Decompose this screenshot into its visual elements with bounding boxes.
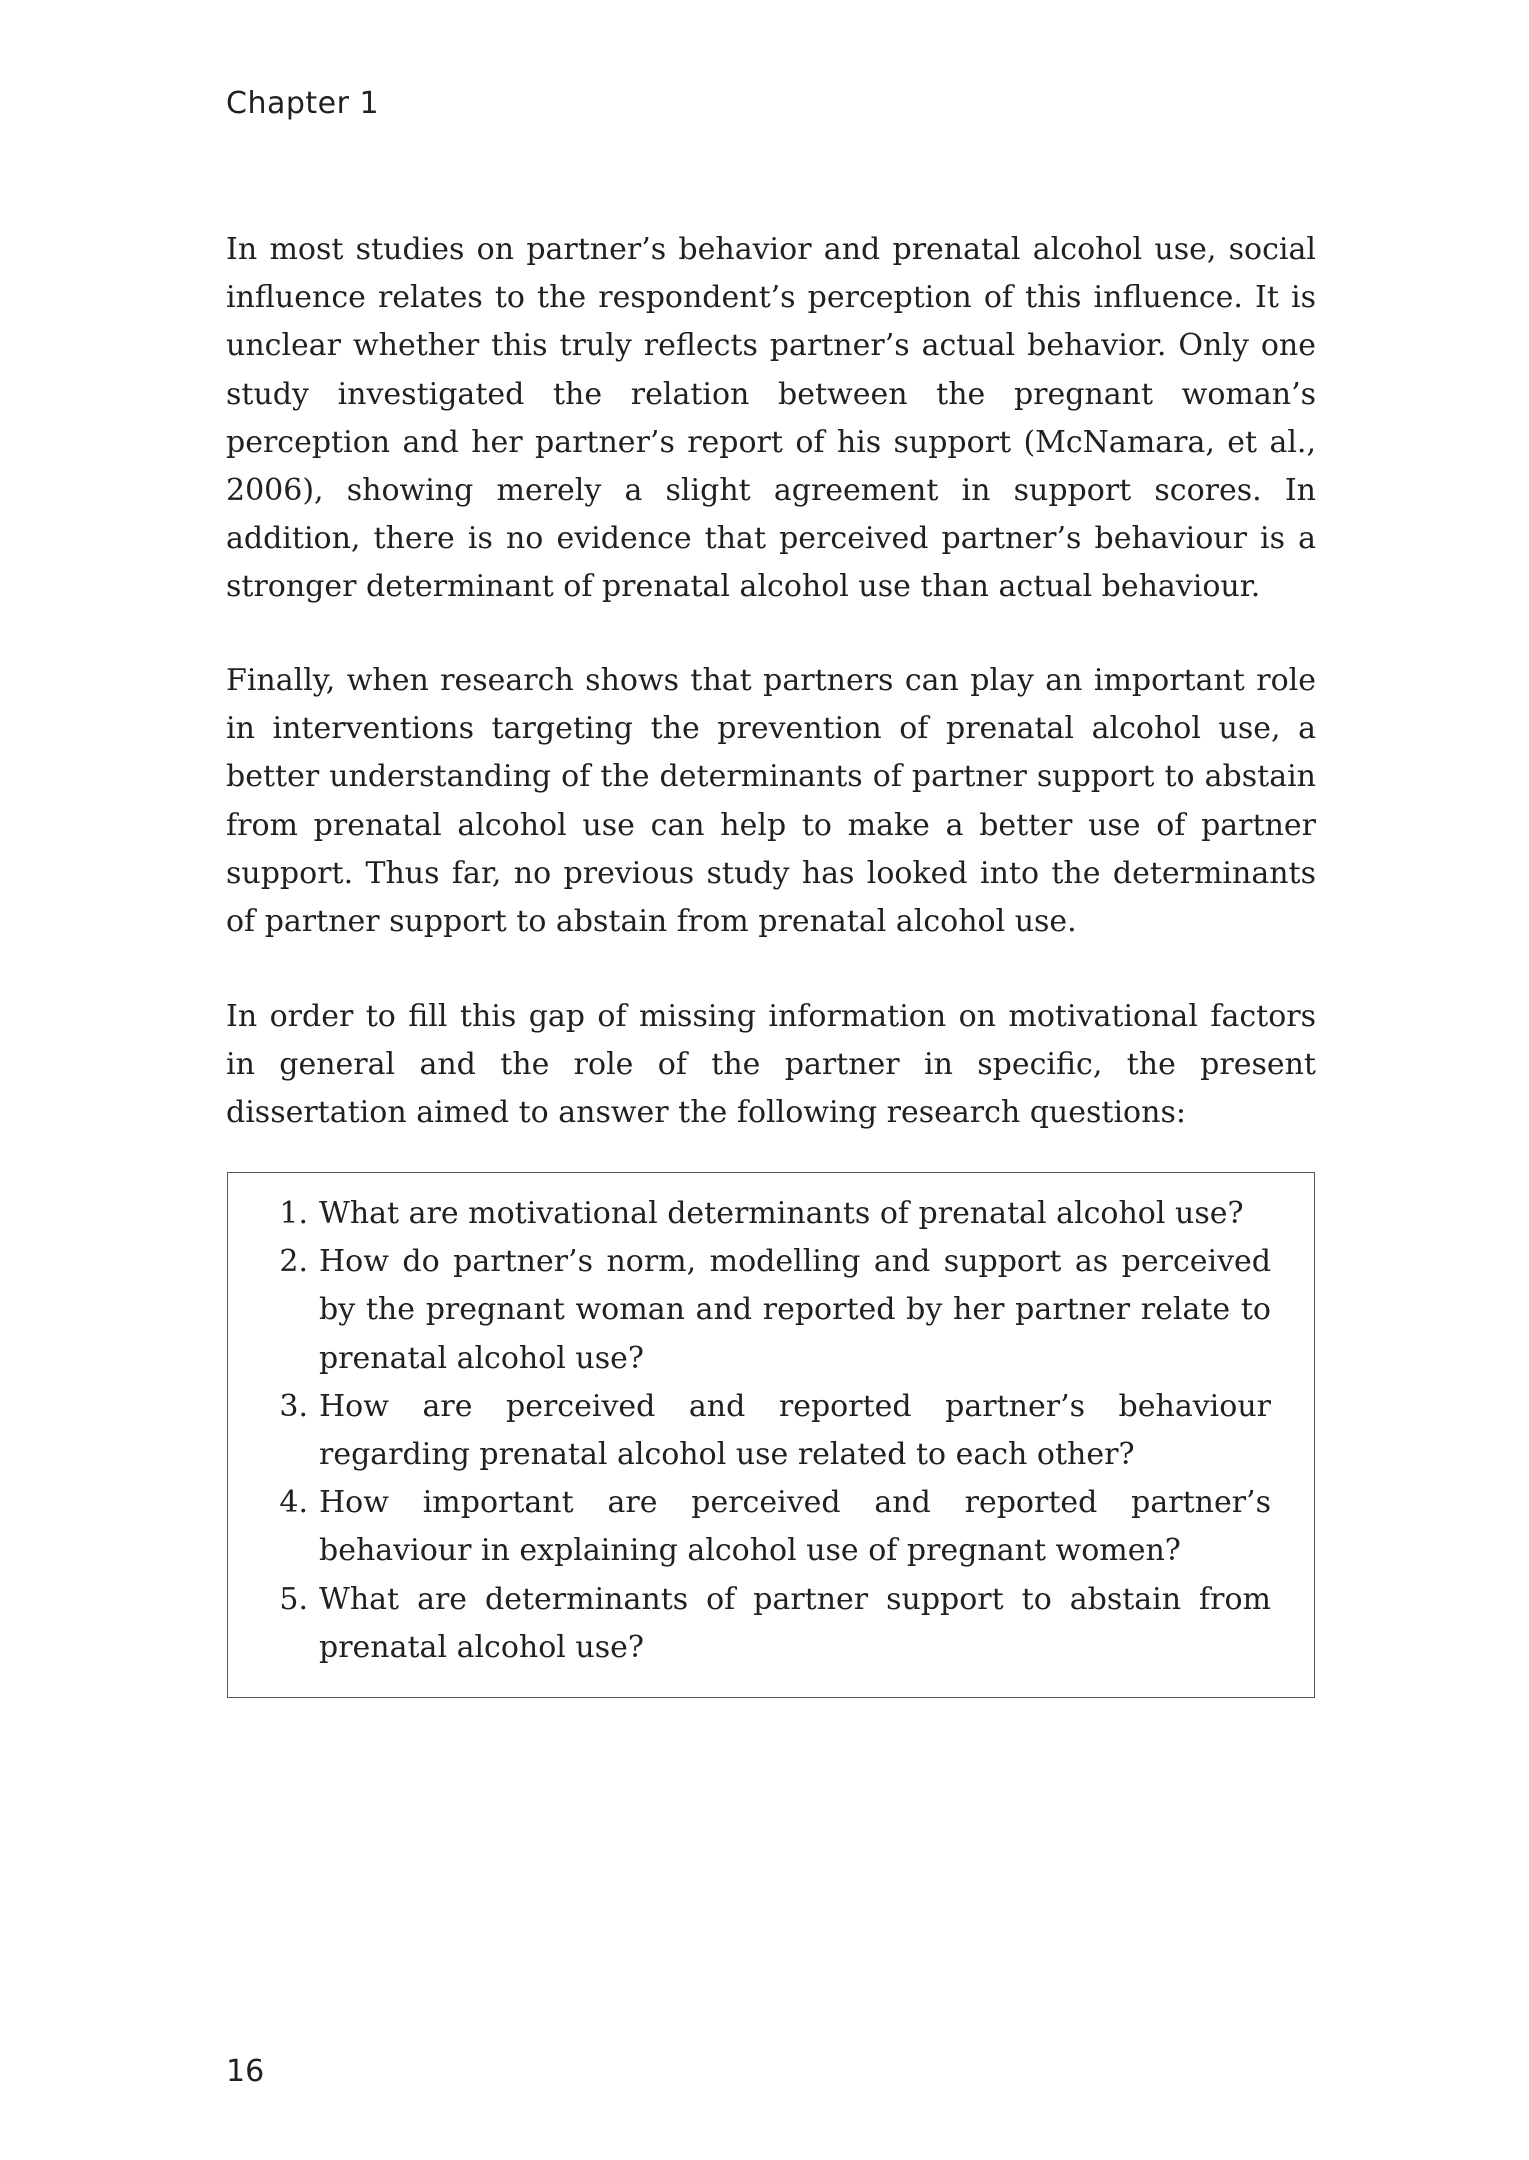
research-question-number: 1. <box>279 1196 308 1231</box>
research-questions-box <box>227 1172 1315 1698</box>
research-question-item <box>268 1479 1271 1575</box>
research-question-number: 4. <box>279 1485 308 1521</box>
paragraph-partner-support: Finally, when research shows that partners can play an important role in interventions targeting the prevention of prenatal alcohol use, a better understanding of the determinants of partner support to abstain from prenatal alcohol use can help to make a better use of partner support. Thus far, no previous study has looked into the determinants of partner support to abstain from prenatal alcohol use. <box>226 663 1316 940</box>
research-question-text: How do partner’s norm, modelling and support as perceived by the pregnant woman and reported by her partner relate to prenatal alcohol use? <box>319 1244 1271 1376</box>
research-question-item <box>268 1383 1271 1479</box>
research-question-text: What are motivational determinants of prenatal alcohol use? <box>319 1196 1244 1231</box>
research-question-text: How are perceived and reported partner’s behaviour regarding prenatal alcohol use related to each other? <box>319 1388 1271 1473</box>
research-question-item <box>268 1238 1271 1383</box>
research-questions-list <box>268 1190 1271 1672</box>
research-question-number: 5. <box>279 1581 308 1617</box>
paragraph-partner-perception: In most studies on partner’s behavior and prenatal alcohol use, social influence relates to the respondent’s perception of this influence. It is unclear whether this truly reflects partner’s actual behavior. Only one study investigated the relation between the pregnant woman’s perception and her partner’s report of his support (McNamara, et al., 2006), showing merely a slight agreement in support scores. In addition, there is no evidence that perceived partner’s behaviour is a stronger determinant of prenatal alcohol use than actual behaviour. <box>226 232 1316 605</box>
research-question-item <box>268 1190 1271 1238</box>
research-question-text: What are determinants of partner support to abstain from prenatal alcohol use? <box>319 1581 1271 1665</box>
paragraph-research-aim: In order to fill this gap of missing information on motivational factors in general and the role of the partner in specific, the present dissertation aimed to answer the following research questions: <box>226 999 1316 1131</box>
page-number: 16 <box>226 2054 265 2089</box>
research-question-text: How important are perceived and reported partner’s behaviour in explaining alcohol use of pregnant women? <box>319 1485 1271 1569</box>
running-header-chapter: Chapter 1 <box>226 86 380 121</box>
research-question-item <box>268 1576 1271 1672</box>
research-question-number: 2. <box>279 1244 308 1280</box>
research-question-number: 3. <box>279 1388 308 1424</box>
